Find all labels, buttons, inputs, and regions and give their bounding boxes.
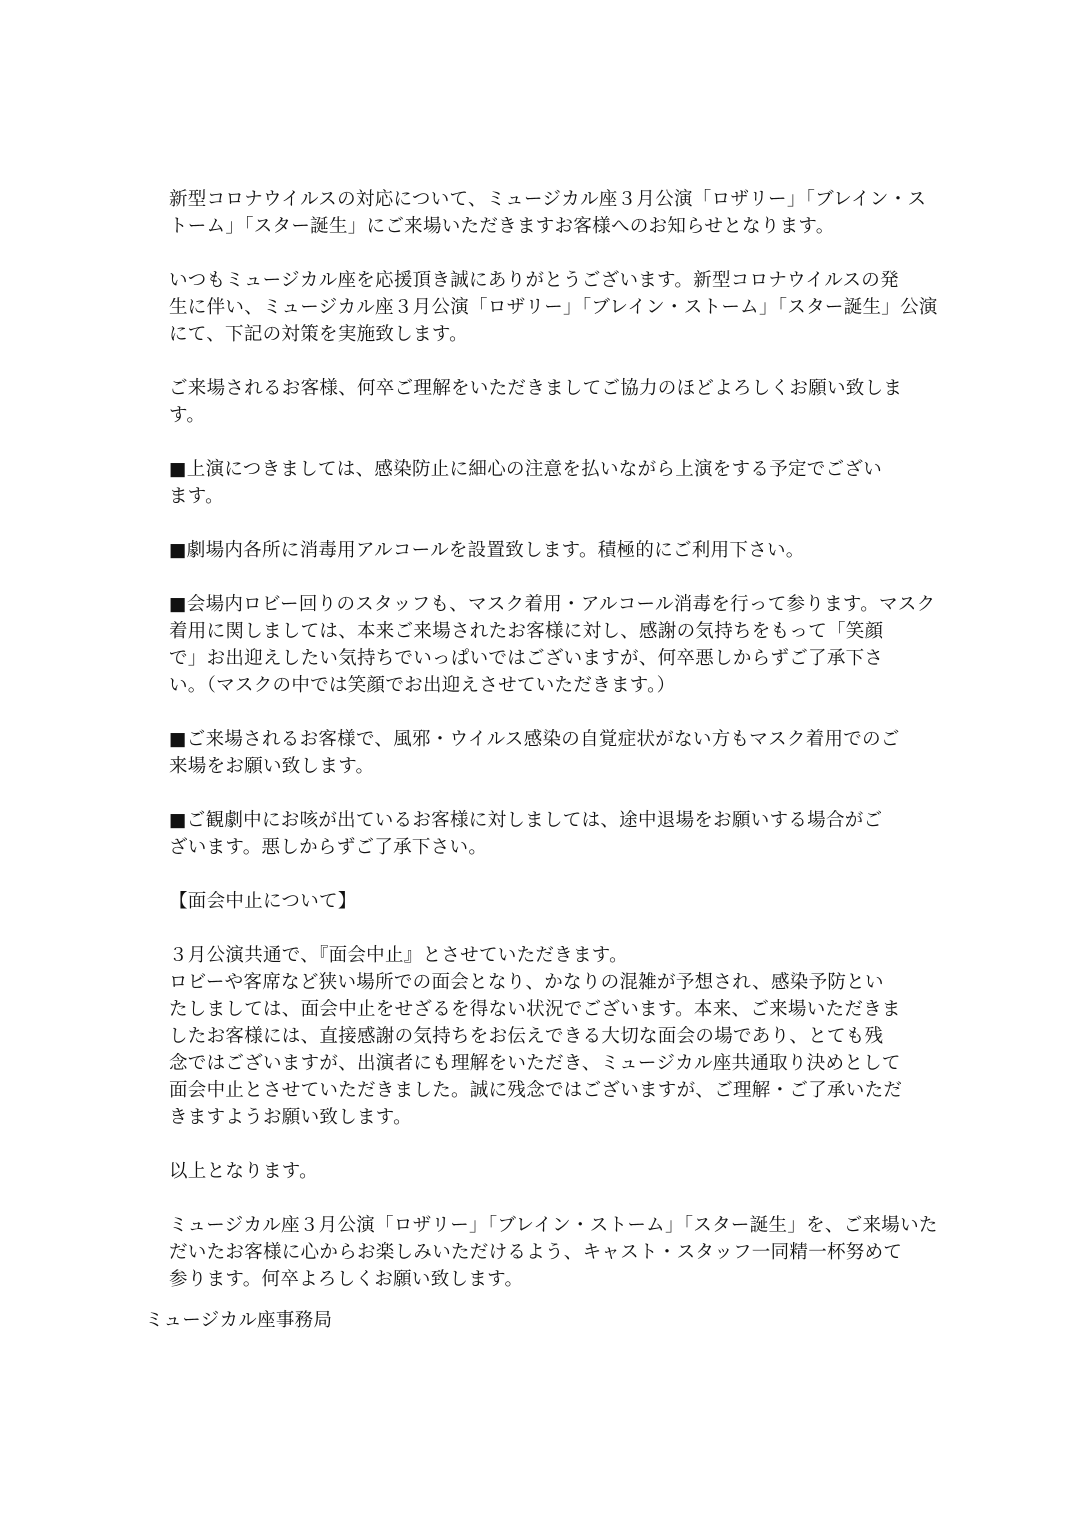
text-line: ミュージカル座３月公演「ロザリー」「ブレイン・ストーム」「スター誕生」を、ご来場いた: [169, 1215, 938, 1236]
text-line: したお客様には、直接感謝の気持ちをお伝えできる大切な面会の場であり、とても残: [169, 1026, 884, 1047]
request-paragraph: [169, 375, 909, 429]
text-line: ■ご観劇中にお咳が出ているお客様に対しましては、途中退場をお願いする場合がご: [169, 810, 883, 831]
text-line: ご来場されるお客様、何卒ご理解をいただきましてご協力のほどよろしくお願い致しま: [169, 378, 903, 399]
text-line: 面会中止とさせていただきました。誠に残念ではございますが、ご理解・ご了承いただ: [169, 1080, 903, 1101]
text-line: きますようお願い致します。: [169, 1107, 412, 1128]
text-line: だいたお客様に心からお楽しみいただけるよう、キャスト・スタッフ一同精一杯努めて: [169, 1242, 903, 1263]
closing-paragraph: [169, 1158, 909, 1185]
text-line: ■劇場内各所に消毒用アルコールを設置致します。積極的にご利用下さい。: [169, 540, 805, 561]
notice-performance: [169, 456, 909, 510]
meeting-paragraph: [169, 942, 909, 1131]
text-line: い。（マスクの中では笑顔でお出迎えさせていただきます。）: [169, 675, 676, 696]
text-line: す。: [169, 405, 206, 426]
text-line: 【面会中止について】: [169, 891, 357, 912]
text-line: ■ご来場されるお客様で、風邪・ウイルス感染の自覚症状がない方もマスク着用でのご: [169, 729, 900, 750]
text-line: 以上となります。: [169, 1161, 318, 1182]
text-line: いつもミュージカル座を応援頂き誠にありがとうございます。新型コロナウイルスの発: [169, 270, 899, 291]
text-line: ■上演につきましては、感染防止に細心の注意を払いながら上演をする予定でござい: [169, 459, 883, 480]
final-paragraph: [169, 1212, 938, 1293]
text-line: 来場をお願い致します。: [169, 756, 375, 777]
text-line: ます。: [169, 486, 224, 507]
signature: ミュージカル座事務局: [145, 1310, 333, 1331]
greeting-paragraph: [169, 267, 938, 348]
text-line: にて、下記の対策を実施致します。: [169, 324, 468, 345]
text-line: ざいます。悪しからずご了承下さい。: [169, 837, 488, 858]
text-line: 念ではございますが、出演者にも理解をいただき、ミュージカル座共通取り決めとして: [169, 1053, 901, 1074]
text-line: ロビーや客席など狭い場所での面会となり、かなりの混雑が予想され、感染予防とい: [169, 972, 884, 993]
document-body: [169, 186, 938, 1320]
notice-cough: [169, 807, 909, 861]
text-line: 生に伴い、ミュージカル座３月公演「ロザリー」「ブレイン・ストーム」「スター誕生」公演: [169, 297, 938, 318]
notice-guest-masks: [169, 726, 909, 780]
text-line: ３月公演共通で、『面会中止』とさせていただきます。: [169, 945, 628, 966]
text-line: たしましては、面会中止をせざるを得ない状況でございます。本来、ご来場いただきま: [169, 999, 901, 1020]
text-line: 新型コロナウイルスの対応について、ミュージカル座３月公演「ロザリー」「ブレイン・ス: [169, 189, 927, 210]
text-line: で」お出迎えしたい気持ちでいっぱいではございますが、何卒悪しからずご了承下さ: [169, 648, 884, 669]
text-line: ■会場内ロビー回りのスタッフも、マスク着用・アルコール消毒を行って参ります。マスク: [169, 594, 936, 615]
text-line: 参ります。何卒よろしくお願い致します。: [169, 1269, 524, 1290]
intro-paragraph: [169, 186, 927, 240]
text-line: トーム」「スター誕生」にご来場いただきますお客様へのお知らせとなります。: [169, 216, 835, 237]
text-line: 着用に関しましては、本来ご来場されたお客様に対し、感謝の気持ちをもって「笑顔: [169, 621, 884, 642]
notice-staff-masks: [169, 591, 936, 699]
section-heading-meeting: [169, 888, 909, 915]
notice-alcohol: [169, 537, 909, 564]
